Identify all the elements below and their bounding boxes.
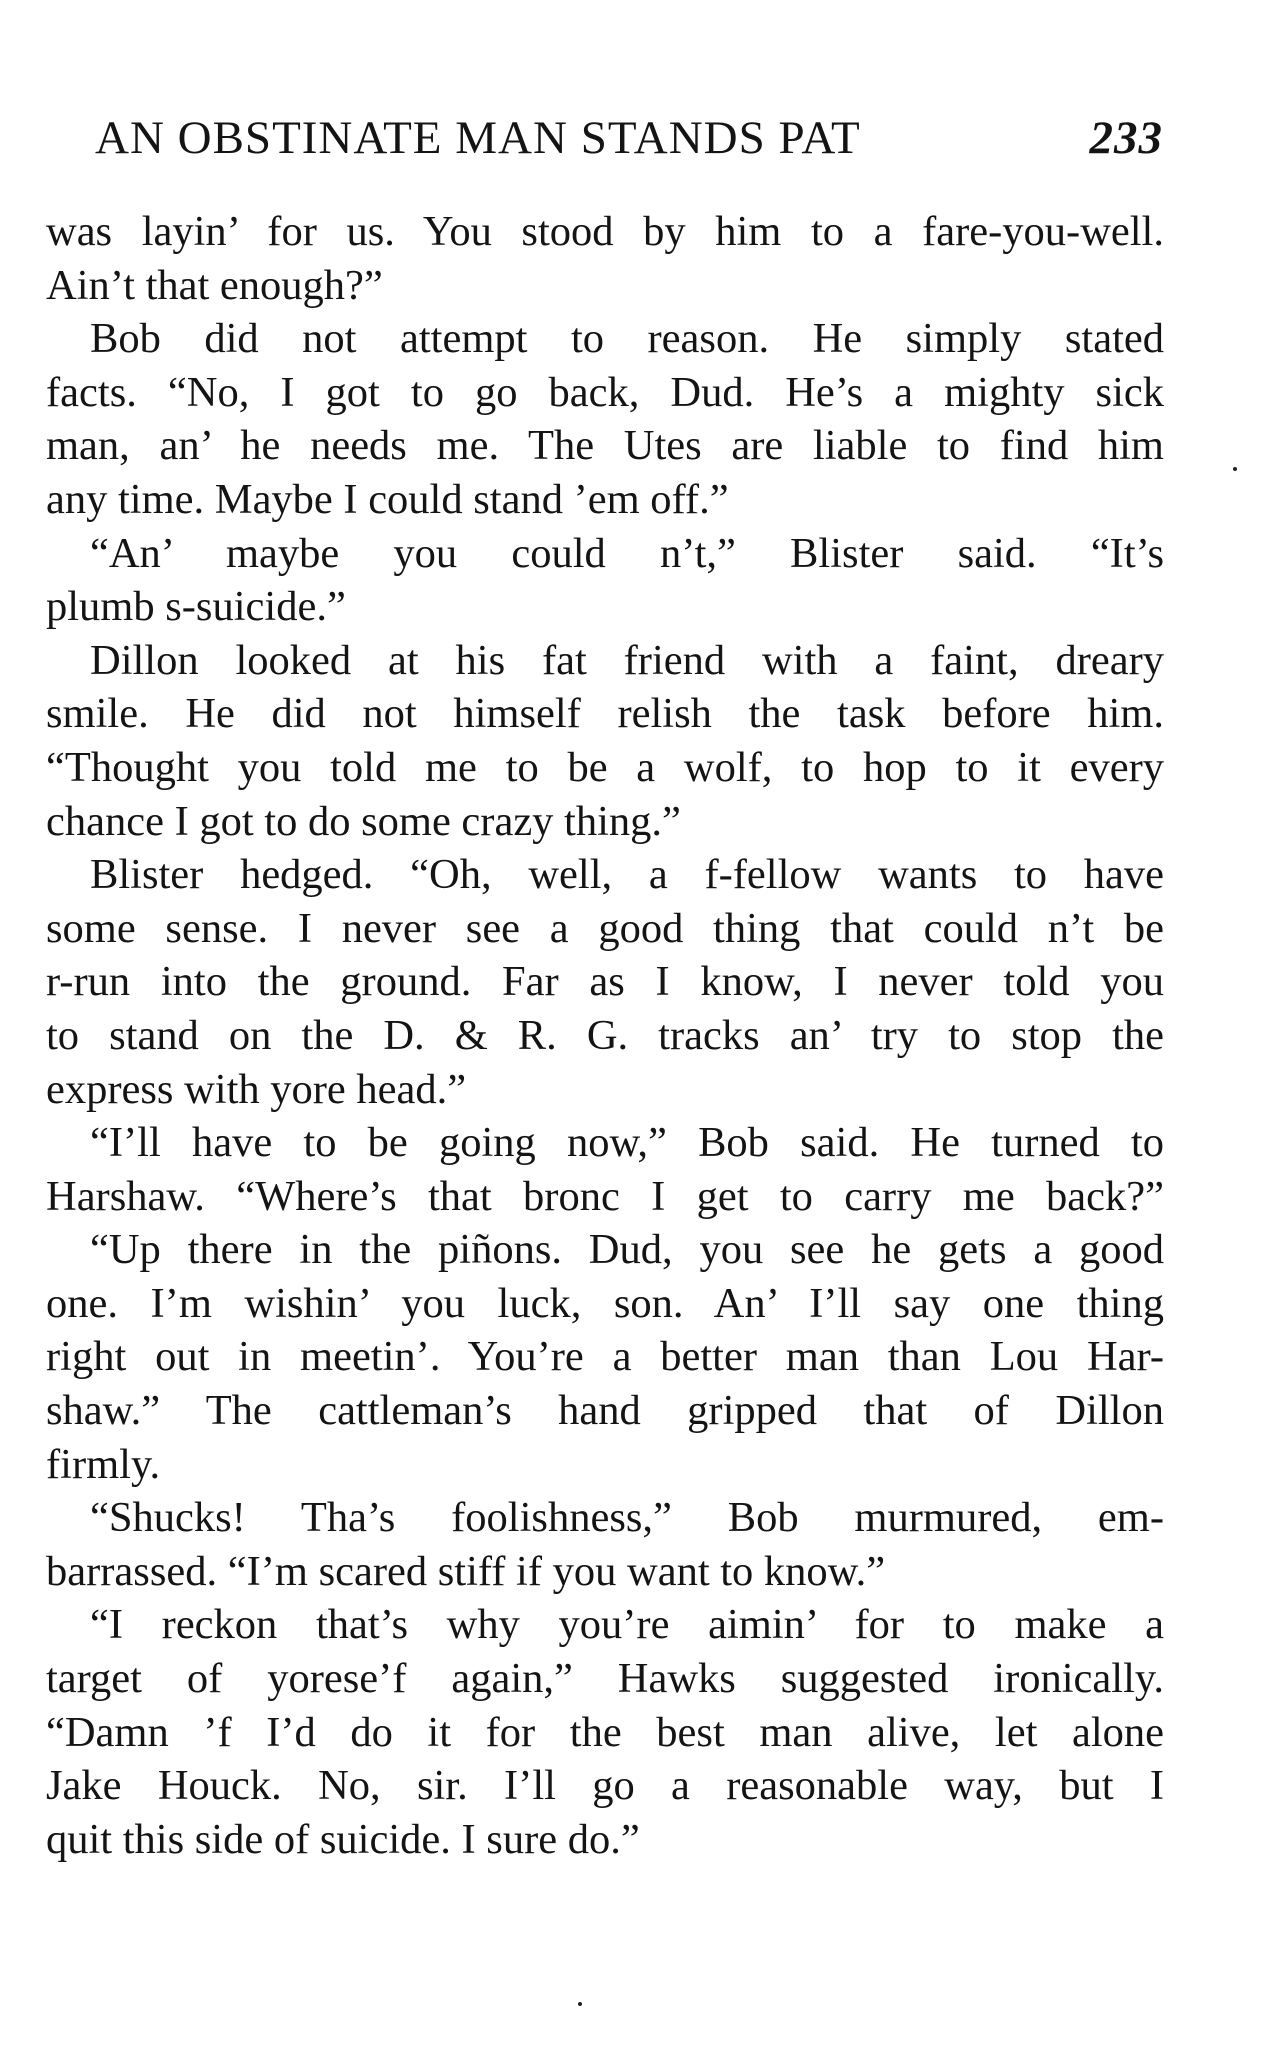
text-line: plumb s-suicide.” [46, 583, 346, 631]
text-line: “Shucks! Tha’s foolishness,” Bob murmured, em- [90, 1494, 1164, 1542]
paper-speck [1233, 467, 1237, 471]
body-text [46, 205, 1164, 1866]
text-line: was layin’ for us. You stood by him to a fare-you-well. [46, 208, 1164, 255]
running-head [95, 108, 1163, 168]
text-line: barrassed. “I’m scared stiff if you want to know.” [46, 1547, 886, 1595]
running-title: AN OBSTINATE MAN STANDS PAT [95, 112, 861, 164]
text-line: man, an’ he needs me. The Utes are liable to find him [46, 422, 1164, 470]
text-line: one. I’m wishin’ you luck, son. An’ I’ll say one thing [46, 1279, 1164, 1327]
text-line: “Damn ’f I’d do it for the best man alive, let alone [46, 1708, 1164, 1756]
text-line: smile. He did not himself relish the task before him. [46, 690, 1164, 738]
text-line: shaw.” The cattleman’s hand gripped that of Dillon [46, 1387, 1164, 1435]
text-line: Bob did not attempt to reason. He simply stated [90, 315, 1164, 363]
text-line: Blister hedged. “Oh, well, a f-fellow wants to have [90, 851, 1164, 899]
text-line: Harshaw. “Where’s that bronc I get to carry me back?” [46, 1172, 1164, 1220]
text-line: any time. Maybe I could stand ’em off.” [46, 475, 729, 523]
text-line: quit this side of suicide. I sure do.” [46, 1815, 640, 1863]
text-line: Jake Houck. No, sir. I’ll go a reasonable way, but I [46, 1762, 1164, 1810]
text-line: some sense. I never see a good thing that could n’t be [46, 904, 1164, 952]
text-line: firmly. [46, 1440, 161, 1488]
text-line: “Up there in the piñons. Dud, you see he gets a good [90, 1226, 1164, 1274]
text-line: to stand on the D. & R. G. tracks an’ try to stop the [46, 1011, 1164, 1059]
text-line: “An’ maybe you could n’t,” Blister said. “It’s [90, 529, 1164, 577]
text-line: Dillon looked at his fat friend with a faint, dreary [90, 636, 1164, 684]
text-line: “I reckon that’s why you’re aimin’ for to make a [90, 1601, 1164, 1649]
text-line: “Thought you told me to be a wolf, to hop to it every [46, 743, 1164, 791]
text-line: target of yorese’f again,” Hawks suggested ironically. [46, 1655, 1164, 1703]
text-line: Ain’t that enough?” [46, 261, 383, 309]
paper-speck [578, 2002, 582, 2006]
text-line: “I’ll have to be going now,” Bob said. He turned to [90, 1119, 1164, 1167]
text-line: r-run into the ground. Far as I know, I never told you [46, 958, 1164, 1006]
page-number: 233 [1089, 112, 1163, 164]
text-line: right out in meetin’. You’re a better man than Lou Har- [46, 1333, 1164, 1381]
text-line: facts. “No, I got to go back, Dud. He’s a mighty sick [46, 368, 1164, 416]
text-line: chance I got to do some crazy thing.” [46, 797, 681, 845]
text-line: express with yore head.” [46, 1065, 467, 1113]
